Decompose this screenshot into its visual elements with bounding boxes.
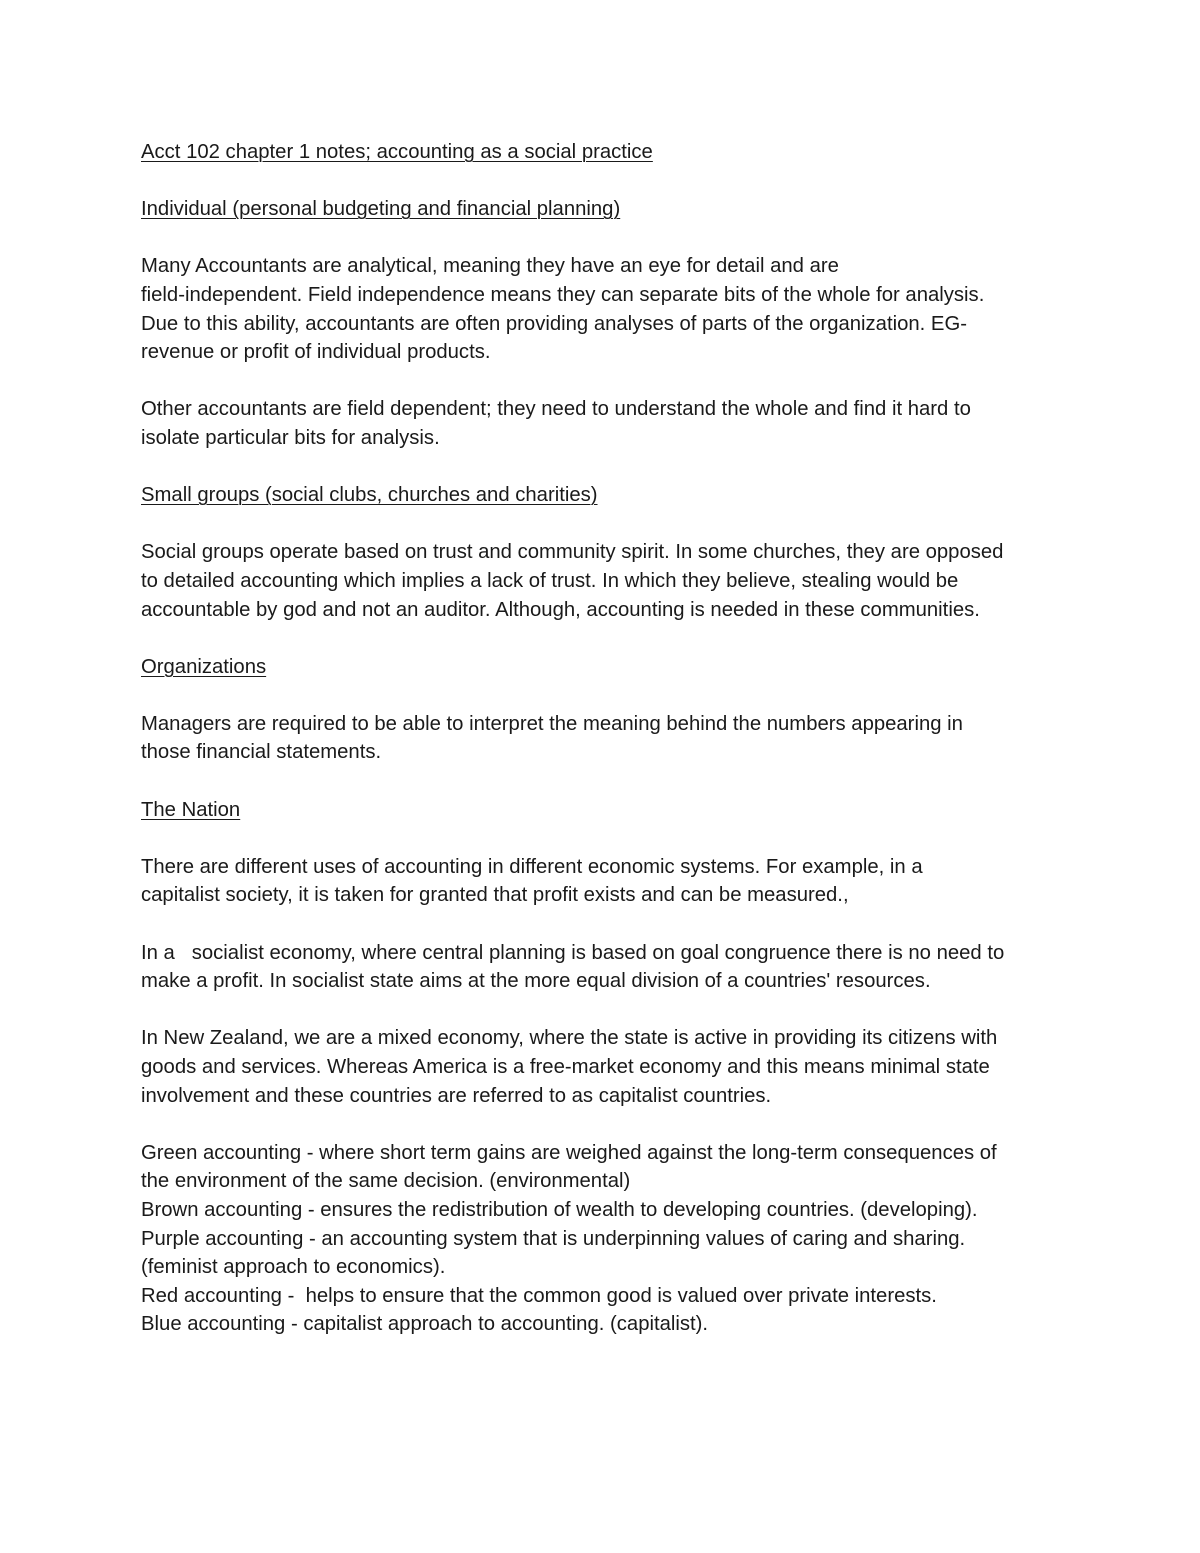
spacer — [141, 167, 1071, 196]
spacer — [141, 681, 1071, 710]
paragraph-line: those financial statements. — [141, 741, 382, 764]
spacer — [141, 367, 1071, 396]
brown-accounting-line: Brown accounting - ensures the redistribution of wealth to developing countries. (developing). — [141, 1198, 978, 1221]
paragraph-line: Many Accountants are analytical, meaning they have an eye for detail and are — [141, 255, 839, 278]
spacer — [141, 224, 1071, 253]
paragraph-line: In New Zealand, we are a mixed economy, where the state is active in providing its citizens with — [141, 1027, 998, 1050]
red-accounting-line: Red accounting - helps to ensure that the common good is valued over private interests. — [141, 1284, 937, 1307]
spacer — [141, 624, 1071, 653]
section-heading-the-nation: The Nation — [141, 798, 241, 821]
paragraph-line: Social groups operate based on trust and community spirit. In some churches, they are opposed — [141, 541, 1004, 564]
paragraph-line: field-independent. Field independence means they can separate bits of the whole for analysis. — [141, 283, 985, 306]
paragraph-line: accountable by god and not an auditor. Although, accounting is needed in these communities. — [141, 598, 980, 621]
purple-accounting-line: (feminist approach to economics). — [141, 1256, 446, 1279]
paragraph-line: isolate particular bits for analysis. — [141, 426, 440, 449]
paragraph-line: Other accountants are field dependent; they need to understand the whole and find it hard to — [141, 398, 971, 421]
green-accounting-line: the environment of the same decision. (environmental) — [141, 1170, 631, 1193]
paragraph-line: capitalist society, it is taken for granted that profit exists and can be measured., — [141, 884, 849, 907]
blue-accounting-line: Blue accounting - capitalist approach to accounting. (capitalist). — [141, 1313, 709, 1336]
paragraph-line: In a socialist economy, where central planning is based on goal congruence there is no need to — [141, 941, 1005, 964]
paragraph-line: goods and services. Whereas America is a free-market economy and this means minimal state — [141, 1056, 990, 1078]
spacer — [141, 767, 1071, 796]
section-heading-individual: Individual (personal budgeting and financial planning) — [141, 198, 621, 221]
spacer — [141, 824, 1071, 853]
paragraph-line: Due to this ability, accountants are often providing analyses of parts of the organization. EG- — [141, 312, 967, 335]
spacer — [141, 510, 1071, 539]
paragraph-line: involvement and these countries are referred to as capitalist countries. — [141, 1084, 772, 1107]
document-page — [141, 138, 1071, 1339]
spacer — [141, 453, 1071, 482]
document-title: Acct 102 chapter 1 notes; accounting as a social practice — [141, 141, 653, 163]
paragraph-line: There are different uses of accounting in different economic systems. For example, in a — [141, 855, 923, 878]
spacer — [141, 1110, 1071, 1139]
paragraph-line: make a profit. In socialist state aims at the more equal division of a countries' resources. — [141, 970, 931, 993]
paragraph-line: revenue or profit of individual products. — [141, 341, 491, 364]
purple-accounting-line: Purple accounting - an accounting system that is underpinning values of caring and sharing. — [141, 1227, 966, 1250]
spacer — [141, 910, 1071, 939]
green-accounting-line: Green accounting - where short term gains are weighed against the long-term consequences of — [141, 1141, 997, 1164]
paragraph-line: Managers are required to be able to interpret the meaning behind the numbers appearing in — [141, 712, 963, 735]
section-heading-small-groups: Small groups (social clubs, churches and charities) — [141, 484, 598, 507]
spacer — [141, 996, 1071, 1025]
paragraph-line: to detailed accounting which implies a lack of trust. In which they believe, stealing would be — [141, 569, 959, 592]
section-heading-organizations: Organizations — [141, 655, 267, 678]
